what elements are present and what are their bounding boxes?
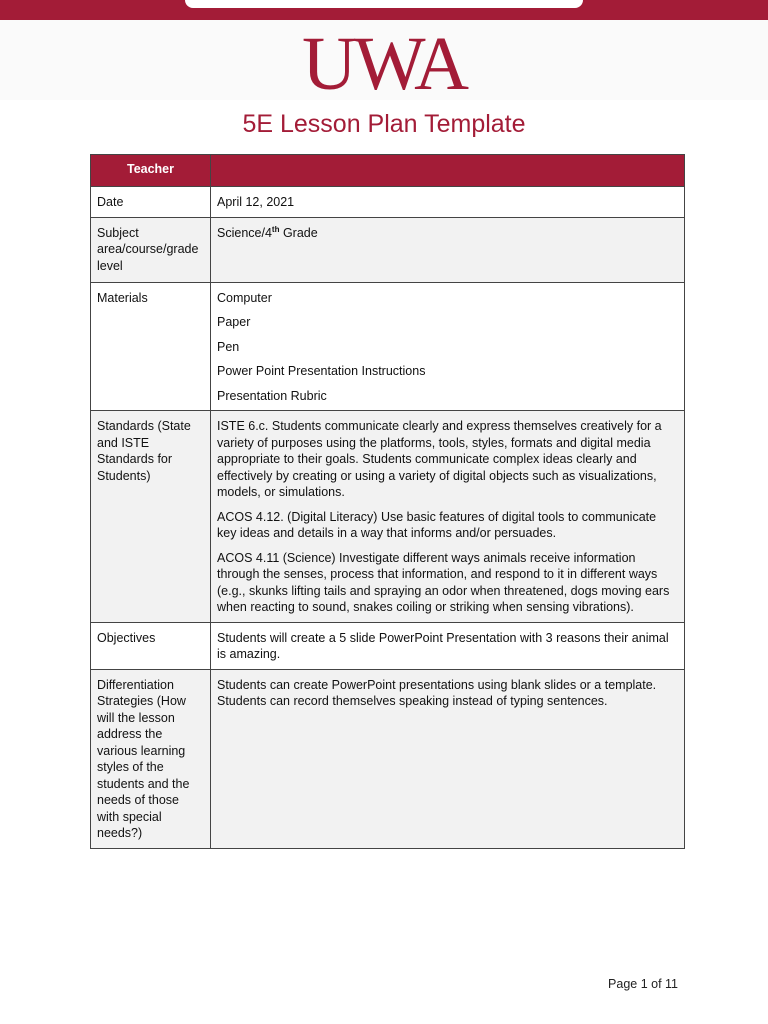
document-title: 5E Lesson Plan Template [242, 110, 526, 138]
date-label: Date [91, 187, 211, 218]
table-row-subject [91, 217, 685, 282]
teacher-value [211, 155, 685, 187]
subject-value-sup: th [271, 224, 280, 234]
uwa-logo: UWA [301, 22, 467, 106]
top-notch [185, 0, 583, 8]
subject-value [211, 217, 685, 282]
standards-paragraph: ACOS 4.12. (Digital Literacy) Use basic features of digital tools to communicate key ideas and details in a way that informs and/or persuades. [217, 509, 657, 540]
table-row-date [91, 187, 685, 218]
date-value: April 12, 2021 [211, 187, 685, 218]
materials-item: Paper [217, 315, 251, 329]
materials-label: Materials [91, 282, 211, 411]
materials-item: Power Point Presentation Instructions [217, 364, 426, 378]
objectives-label: Objectives [91, 622, 211, 669]
materials-item: Presentation Rubric [217, 388, 327, 403]
table-row-standards [91, 411, 685, 623]
table-row-objectives [91, 622, 685, 669]
table-row-materials [91, 282, 685, 411]
materials-item: Pen [217, 339, 240, 354]
lesson-plan-table [90, 154, 685, 849]
standards-text [211, 411, 685, 623]
objectives-value: Students will create a 5 slide PowerPoint Presentation with 3 reasons their animal is amazing. [211, 622, 685, 669]
table-header-row [91, 155, 685, 187]
differentiation-label: Differentiation Strategies (How will the lesson address the various learning styles of the students and the needs of those with special needs?) [91, 669, 211, 848]
materials-item: Computer [217, 290, 272, 305]
standards-paragraph: ACOS 4.11 (Science) Investigate different ways animals receive information through the senses, process that information, and respond to it in different ways (e.g., skunks lifting tails and spraying an odor when threatened, dogs moving ears when reacting to sound, snakes coiling or striking when sensing vibrations). [217, 550, 670, 614]
subject-value-suffix: Grade [279, 225, 318, 240]
standards-paragraph: ISTE 6.c. Students communicate clearly and express themselves creatively for a variety of purposes using the platforms, tools, styles, formats and digital media appropriate to their goals. Students communicate complex ideas clearly and effectively by creating or using a variety of digital objects such as visualizations, models, or simulations. [217, 419, 662, 499]
table-row-differentiation [91, 669, 685, 848]
teacher-label: Teacher [91, 155, 211, 187]
differentiation-value: Students can create PowerPoint presentations using blank slides or a template. Students can record themselves speaking instead of typing sentences. [211, 669, 685, 848]
materials-list [211, 282, 685, 411]
standards-label: Standards (State and ISTE Standards for Students) [91, 411, 211, 623]
subject-label: Subject area/course/grade level [91, 217, 211, 282]
page-number: Page 1 of 11 [608, 977, 678, 991]
subject-value-prefix: Science/4 [217, 225, 272, 240]
